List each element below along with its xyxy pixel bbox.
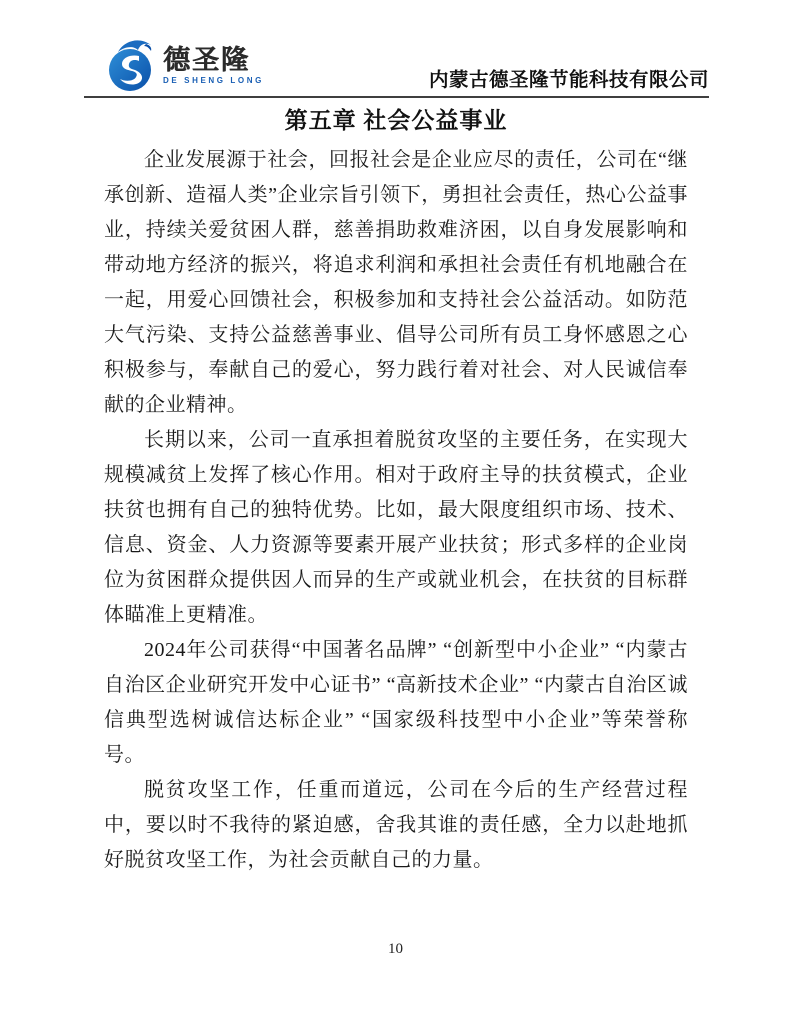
dragon-logo-icon bbox=[106, 38, 156, 94]
logo-english-name: DE SHENG LONG bbox=[163, 76, 264, 85]
page-number: 10 bbox=[388, 941, 403, 957]
paragraph-3: 2024年公司获得“中国著名品牌” “创新型中小企业” “内蒙古自治区企业研究开发中心证书” “高新技术企业” “内蒙古自治区诚信典型选树诚信达标企业” “国家级科技型中小企业”等荣誉称号。 bbox=[104, 639, 688, 766]
header-company-name: 内蒙古德圣隆节能科技有限公司 bbox=[428, 70, 709, 91]
logo-chinese-name: 德圣隆 bbox=[163, 45, 250, 75]
paragraph-1: 企业发展源于社会，回报社会是企业应尽的责任，公司在“继承创新、造福人类”企业宗旨引领下，勇担社会责任，热心公益事业，持续关爱贫困人群，慈善捐助救难济困，以自身发展影响和带动地方经济的振兴，将追求利润和承担社会责任有机地融合在一起，用爱心回馈社会，积极参加和支持社会公益活动。如防范大气污染、支持公益慈善事业、倡导公司所有员工身怀感恩之心积极参与，奉献自己的爱心，努力践行着对社会、对人民诚信奉献的企业精神。 bbox=[104, 149, 688, 416]
paragraph-2: 长期以来，公司一直承担着脱贫攻坚的主要任务，在实现大规模减贫上发挥了核心作用。相对于政府主导的扶贫模式，企业扶贫也拥有自己的独特优势。比如，最大限度组织市场、技术、信息、资金、人力资源等要素开展产业扶贫；形式多样的企业岗位为贫困群众提供因人而异的生产或就业机会，在扶贫的目标群体瞄准上更精准。 bbox=[104, 429, 688, 626]
chapter-title: 第五章 社会公益事业 bbox=[284, 108, 508, 133]
paragraph-4: 脱贫攻坚工作，任重而道远，公司在今后的生产经营过程中，要以时不我待的紧迫感，舍我其谁的责任感，全力以赴地抓好脱贫攻坚工作，为社会贡献自己的力量。 bbox=[104, 779, 688, 871]
logo-text bbox=[163, 47, 264, 85]
company-logo bbox=[84, 38, 264, 96]
page-header bbox=[84, 38, 709, 98]
document-body bbox=[104, 143, 688, 878]
